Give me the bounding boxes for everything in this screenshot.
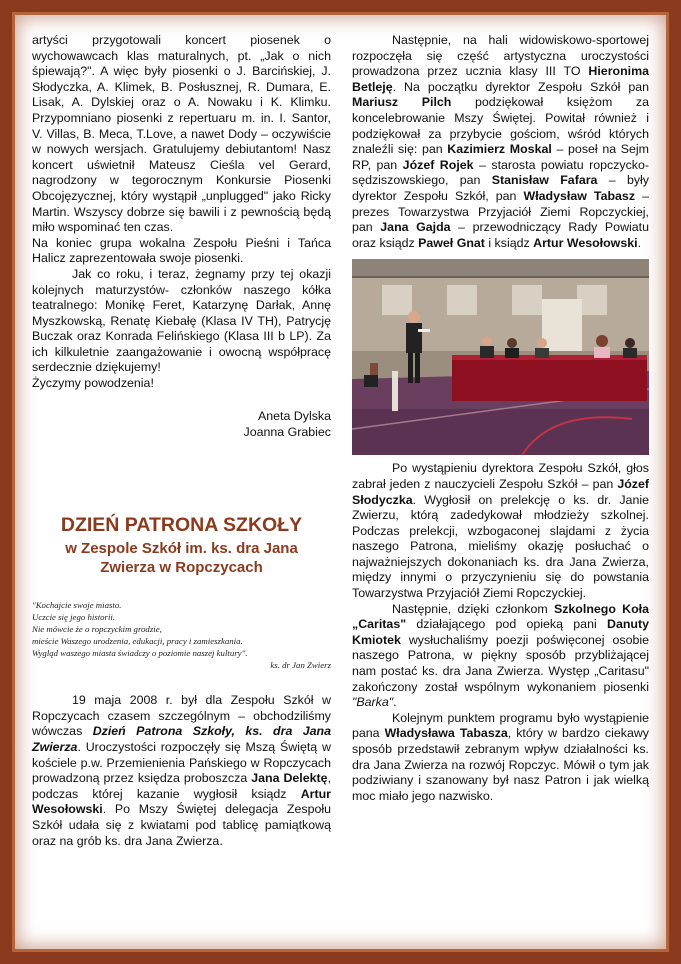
paragraph: Następnie, na hali widowiskowo-sportowej rozpoczęła się część artystyczna uroczystości prowadzona przez ucznia klasy III TO Hieronima Betleję. Na początku dyrektor Zespołu Szkół pan Mariusz Pilch podziękował księżom za koncelebrowanie Mszy Świętej. Powitał również i podziękował za przybycie gościom, wśród których znaleźli się: pan Kazimierz Moskal – poseł na Sejm RP, pan Józef Rojek – starosta powiatu ropczycko-sędziszowskiego, pan Stanisław Fafara – były dyrektor Zespołu Szkół, pan Władysław Tabasz – prezes Towarzystwa Przyjaciół Ziemi Ropczyckiej, pan Jana Gajda – przewodniczący Rady Powiatu oraz ksiądz Paweł Gnat i ksiądz Artur Wesołowski.: [352, 33, 650, 250]
motto-quote: [32, 599, 331, 671]
quote-line: mieście Waszego urodzenia, edukacji, pracy i zamieszkania.: [32, 636, 243, 647]
subtitle-line: Zwierza w Ropczycach: [100, 559, 263, 577]
article-title: DZIEŃ PATRONA SZKOŁY: [60, 513, 303, 536]
signature: [32, 408, 331, 440]
quote-line: "Kochajcie swoje miasto.: [32, 600, 122, 611]
paragraph: artyści przygotowali koncert piosenek o wychowawcach klas maturalnych, pt. „Jak o nich śpiewają?". A więc były piosenki o J. Barcińskiej, J. Słodyczka, A. Klimek, B. Posłusznej, R. Dumara, E. Lisak, A. Dylskiej oraz o A. Nowaku i K. Klimku. Przypomniano piosenki z repertuaru m. in. I. Santor, V. Villas, B. Meca, T.Love, a nawet Dody – oczywiście w nowych wersjach. Gratulujemy debiutantom! Nasz koncert uświetnił Mateusz Cieśla vel Gerard, nagrodzony w tegorocznym Konkursie Piosenki Obcojęzycznej, który wystąpił „unplugged" jako Ricky Martin. Wszyscy dobrze się bawili i z pewnością będą miło wspominać ten czas.: [32, 33, 331, 235]
subtitle-line: w Zespole Szkół im. ks. dra Jana: [65, 540, 298, 558]
quote-line: Uczcie się jego historii.: [32, 612, 116, 623]
author-name: Joanna Grabiec: [243, 424, 331, 439]
right-column: [352, 33, 649, 804]
paragraph: Kolejnym punktem programu było wystąpienie pana Władysława Tabasza, który w bardzo ciekawy sposób przedstawił zebranym wpływ działalności ks. dra Jana Zwierza na rozwój Ropczyc. Mówił o tym jak podziwiany i szanowany był nasz Patron i jak wielką moc miało jego nazwisko.: [352, 710, 649, 803]
quote-author: ks. dr Jan Zwierz: [270, 660, 331, 671]
paragraph: Następnie, dzięki członkom Szkolnego Koła „Caritas" działającego pod opieką pani Danuty Kmiotek wysłuchaliśmy poezji poświęconej osobie naszego Patrona, w piękny sposób przybliżającej nam postać ks. dra Jana Zwierza. Występ „Caritasu" zakończony został wspólnym wykonaniem piosenki "Barka".: [352, 601, 649, 710]
paragraph: Po wystąpieniu dyrektora Zespołu Szkół, głos zabrał jeden z nauczycieli Zespołu Szkół – pan Józef Słodyczka. Wygłosił on prelekcję o ks. dr. Janie Zwierzu, którą zadedykował młodzieży szkolnej. Podczas prelekcji, wzbogaconej slajdami z życia naszego Patrona, mieliśmy okazję posłuchać o najważniejszych dokonaniach ks. dra Jana Zwierza, między innymi o przyczynieniu się do powstania Towarzystwa Przyjaciół Ziemi Ropczyckiej.: [352, 461, 649, 601]
event-photo-image: [352, 259, 649, 455]
event-photo: [352, 259, 649, 455]
author-name: Aneta Dylska: [257, 408, 331, 423]
paragraph: Na koniec grupa wokalna Zespołu Pieśni i Tańca Halicz zaprezentowała swoje piosenki.: [32, 235, 331, 266]
quote-line: Nie mówcie że o ropczyckim grodzie,: [32, 624, 162, 635]
paragraph: Jak co roku, i teraz, żegnamy przy tej okazji kolejnych maturzystów- członków naszego kółka teatralnego: Monikę Feret, Katarzynę Darłak, Annę Myszkowską, Renatę Kiebałę (Klasa IV TH), Patrycję Buczak oraz Konrada Felińskiego (Klasa III b LP). Za ich kilkuletnie zaangażowanie i owocną współpracę serdecznie dziękujemy!: [32, 266, 331, 375]
article-subtitle: [32, 539, 331, 577]
paragraph: 19 maja 2008 r. był dla Zespołu Szkół w Ropczycach czasem szczególnym – obchodziliśmy wówczas Dzień Patrona Szkoły, ks. dra Jana Zwierza. Uroczystości rozpoczęły się Mszą Świętą w kościele p.w. Przemienienia Pańskiego w Ropczycach prowadzoną przez księdza proboszcza Jana Delektę, podczas której kazanie wygłosił ksiądz Artur Wesołowski. Po Mszy Świętej delegacja Zespołu Szkół udała się z kwiatami pod tablicę pamiątkową oraz na grób ks. dra Jana Zwierza.: [32, 693, 332, 848]
paragraph: Życzymy powodzenia!: [32, 376, 154, 391]
quote-line: Wygląd waszego miasta świadczy o poziomie naszej kultury".: [32, 648, 248, 659]
left-column: [32, 33, 331, 849]
